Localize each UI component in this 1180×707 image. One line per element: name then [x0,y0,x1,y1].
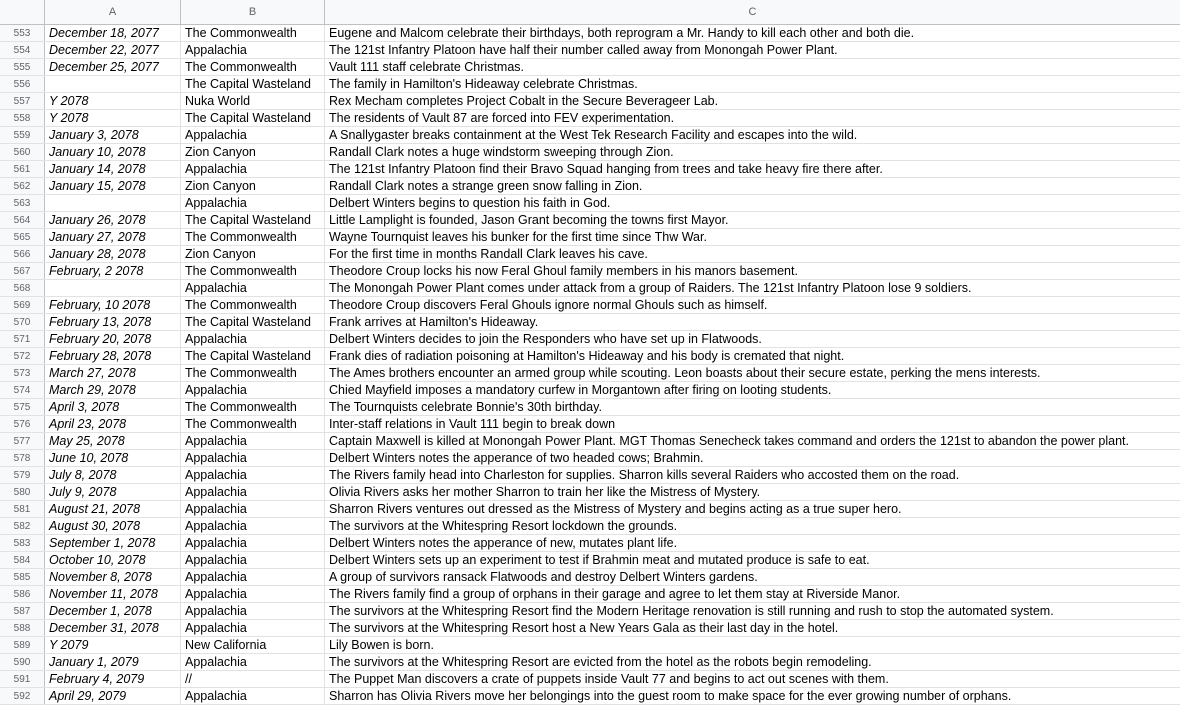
row-number[interactable]: 579 [0,467,45,483]
table-row [0,433,1180,450]
cell-location[interactable]: The Capital Wasteland [181,212,325,228]
cell-date[interactable]: January 1, 2079 [45,654,181,670]
row-number[interactable]: 583 [0,535,45,551]
cell-location[interactable]: Appalachia [181,501,325,517]
cell-location[interactable]: Appalachia [181,433,325,449]
row-number[interactable]: 590 [0,654,45,670]
select-all-corner[interactable] [0,0,45,24]
cell-event[interactable]: Theodore Croup discovers Feral Ghouls ignore normal Ghouls such as himself. [329,298,768,312]
cell-location[interactable]: The Commonwealth [181,59,325,75]
table-row [0,280,1180,297]
cell-location[interactable]: Appalachia [181,161,325,177]
cell-location[interactable]: // [181,671,325,687]
row-number[interactable]: 592 [0,688,45,704]
cell-date[interactable]: November 8, 2078 [45,569,181,585]
cell-event[interactable]: A group of survivors ransack Flatwoods and destroy Delbert Winters gardens. [329,570,758,584]
cell-location[interactable]: Appalachia [181,654,325,670]
cell-location[interactable]: Appalachia [181,195,325,211]
cell-date[interactable]: January 15, 2078 [45,178,181,194]
cell-location[interactable]: Appalachia [181,331,325,347]
cell-location[interactable]: Appalachia [181,586,325,602]
cell-location[interactable]: Appalachia [181,467,325,483]
cell-date[interactable]: August 21, 2078 [45,501,181,517]
cell-date[interactable]: April 3, 2078 [45,399,181,415]
cell-date[interactable]: December 31, 2078 [45,620,181,636]
row-number[interactable]: 562 [0,178,45,194]
row-number[interactable]: 557 [0,93,45,109]
cell-location[interactable]: Appalachia [181,535,325,551]
row-number[interactable]: 578 [0,450,45,466]
cell-date[interactable]: February, 10 2078 [45,297,181,313]
table-row [0,450,1180,467]
cell-location[interactable]: Appalachia [181,569,325,585]
cell-date[interactable]: December 1, 2078 [45,603,181,619]
cell-date[interactable]: January 27, 2078 [45,229,181,245]
cell-event[interactable]: Delbert Winters notes the apperance of new, mutates plant life. [329,536,678,550]
cell-event[interactable]: The Ames brothers encounter an armed group while scouting. Leon boasts about their secure estate, perking the mens interests. [329,366,1041,380]
table-row [0,331,1180,348]
row-number[interactable]: 586 [0,586,45,602]
table-row [0,688,1180,705]
cell-date[interactable]: June 10, 2078 [45,450,181,466]
column-header-bar [0,0,1180,25]
cell-date[interactable]: August 30, 2078 [45,518,181,534]
cell-event[interactable]: Sharron Rivers ventures out dressed as the Mistress of Mystery and begins acting as a true super hero. [329,502,902,516]
cell-location[interactable]: New California [181,637,325,653]
row-number[interactable]: 555 [0,59,45,75]
row-number[interactable]: 588 [0,620,45,636]
table-row [0,93,1180,110]
cell-location[interactable]: Nuka World [181,93,325,109]
cell-date[interactable]: February 4, 2079 [45,671,181,687]
row-number[interactable]: 558 [0,110,45,126]
cell-date[interactable] [45,195,181,211]
row-number[interactable]: 580 [0,484,45,500]
cell-event[interactable]: The Monongah Power Plant comes under attack from a group of Raiders. The 121st Infantry Platoon lose 9 soldiers. [329,281,972,295]
row-number[interactable]: 582 [0,518,45,534]
cell-location[interactable]: Appalachia [181,450,325,466]
cell-location[interactable]: Appalachia [181,688,325,704]
cell-date[interactable] [45,76,181,92]
grid-body [0,25,1180,705]
cell-date[interactable]: Y 2079 [45,637,181,653]
cell-event[interactable]: Frank arrives at Hamilton's Hideaway. [329,315,539,329]
cell-event[interactable]: The Puppet Man discovers a crate of puppets inside Vault 77 and begins to act out scenes with them. [329,672,889,686]
table-row [0,25,1180,42]
row-number[interactable]: 572 [0,348,45,364]
row-number[interactable]: 573 [0,365,45,381]
cell-event[interactable]: The survivors at the Whitespring Resort are evicted from the hotel as the robots begin remodeling. [329,655,872,669]
column-header-b[interactable]: B [181,0,325,24]
row-number[interactable]: 568 [0,280,45,296]
cell-event[interactable]: The survivors at the Whitespring Resort host a New Years Gala as their last day in the hotel. [329,621,839,635]
table-row [0,348,1180,365]
row-number[interactable]: 566 [0,246,45,262]
cell-event[interactable]: The Rivers family find a group of orphans in their garage and agree to let them stay at Riverside Manor. [329,587,901,601]
cell-date[interactable]: January 14, 2078 [45,161,181,177]
table-row [0,127,1180,144]
table-row [0,365,1180,382]
row-number[interactable]: 553 [0,25,45,41]
cell-date[interactable]: February 28, 2078 [45,348,181,364]
cell-event[interactable]: The survivors at the Whitespring Resort find the Modern Heritage renovation is still running and rush to stop the automated system. [329,604,1054,618]
row-number[interactable]: 560 [0,144,45,160]
table-row [0,654,1180,671]
cell-event[interactable]: Wayne Tournquist leaves his bunker for the first time since Thw War. [329,230,707,244]
row-number[interactable]: 561 [0,161,45,177]
row-number[interactable]: 591 [0,671,45,687]
row-number[interactable]: 574 [0,382,45,398]
table-row [0,467,1180,484]
cell-event[interactable]: Eugene and Malcom celebrate their birthdays, both reprogram a Mr. Handy to kill each other and both die. [329,26,915,40]
cell-location[interactable]: Appalachia [181,42,325,58]
row-number[interactable]: 584 [0,552,45,568]
cell-event[interactable]: Frank dies of radiation poisoning at Hamilton's Hideaway and his body is cremated that night. [329,349,845,363]
row-number[interactable]: 567 [0,263,45,279]
cell-event[interactable]: Delbert Winters sets up an experiment to test if Brahmin meat and mutated produce is safe to eat. [329,553,870,567]
cell-event[interactable]: Olivia Rivers asks her mother Sharron to train her like the Mistress of Mystery. [329,485,761,499]
table-row [0,195,1180,212]
cell-event[interactable]: Lily Bowen is born. [329,638,434,652]
cell-event[interactable]: Theodore Croup locks his now Feral Ghoul family members in his manors basement. [329,264,798,278]
cell-location[interactable]: The Commonwealth [181,229,325,245]
row-number[interactable]: 556 [0,76,45,92]
table-row [0,399,1180,416]
cell-date[interactable]: February 13, 2078 [45,314,181,330]
cell-event[interactable]: Delbert Winters notes the apperance of two headed cows; Brahmin. [329,451,704,465]
table-row [0,110,1180,127]
cell-date[interactable]: February 20, 2078 [45,331,181,347]
row-number[interactable]: 569 [0,297,45,313]
cell-location[interactable]: Zion Canyon [181,246,325,262]
cell-date[interactable] [45,280,181,296]
cell-location[interactable]: The Commonwealth [181,365,325,381]
table-row [0,382,1180,399]
cell-event[interactable]: Rex Mecham completes Project Cobalt in the Secure Beverageer Lab. [329,94,719,108]
cell-location[interactable]: The Capital Wasteland [181,314,325,330]
cell-event[interactable]: The family in Hamilton's Hideaway celebrate Christmas. [329,77,638,91]
cell-date[interactable]: Y 2078 [45,110,181,126]
row-number[interactable]: 581 [0,501,45,517]
cell-location[interactable]: Zion Canyon [181,178,325,194]
cell-location[interactable]: Zion Canyon [181,144,325,160]
cell-event[interactable]: The 121st Infantry Platoon have half their number called away from Monongah Power Plant. [329,43,838,57]
table-row [0,518,1180,535]
table-row [0,314,1180,331]
cell-date[interactable]: April 29, 2079 [45,688,181,704]
cell-date[interactable]: Y 2078 [45,93,181,109]
cell-event[interactable]: Randall Clark notes a strange green snow falling in Zion. [329,179,643,193]
cell-event[interactable]: The survivors at the Whitespring Resort lockdown the grounds. [329,519,678,533]
cell-event[interactable]: For the first time in months Randall Clark leaves his cave. [329,247,648,261]
cell-location[interactable]: Appalachia [181,382,325,398]
table-row [0,671,1180,688]
column-header-c[interactable]: C [748,6,757,18]
table-row [0,552,1180,569]
cell-date[interactable]: March 27, 2078 [45,365,181,381]
cell-location[interactable]: Appalachia [181,620,325,636]
cell-location[interactable]: Appalachia [181,127,325,143]
table-row [0,212,1180,229]
table-row [0,246,1180,263]
cell-event[interactable]: The Tournquists celebrate Bonnie's 30th birthday. [329,400,602,414]
table-row [0,603,1180,620]
table-row [0,586,1180,603]
cell-date[interactable]: January 3, 2078 [45,127,181,143]
row-number[interactable]: 576 [0,416,45,432]
table-row [0,620,1180,637]
table-row [0,59,1180,76]
row-number[interactable]: 571 [0,331,45,347]
cell-event[interactable]: Inter-staff relations in Vault 111 begin to break down [329,417,616,431]
cell-event[interactable]: Chied Mayfield imposes a mandatory curfew in Morgantown after firing on looting students. [329,383,832,397]
cell-date[interactable]: May 25, 2078 [45,433,181,449]
cell-location[interactable]: The Commonwealth [181,263,325,279]
cell-date[interactable]: March 29, 2078 [45,382,181,398]
table-row [0,569,1180,586]
table-row [0,263,1180,280]
cell-event[interactable]: Captain Maxwell is killed at Monongah Power Plant. MGT Thomas Senecheck takes command and orders the 121st to abandon the power plant. [329,434,1129,448]
row-number[interactable]: 587 [0,603,45,619]
cell-date[interactable]: September 1, 2078 [45,535,181,551]
cell-event[interactable]: Randall Clark notes a huge windstorm sweeping through Zion. [329,145,674,159]
table-row [0,144,1180,161]
cell-location[interactable]: The Capital Wasteland [181,110,325,126]
table-row [0,76,1180,93]
cell-location[interactable]: Appalachia [181,484,325,500]
table-row [0,297,1180,314]
row-number[interactable]: 577 [0,433,45,449]
cell-event[interactable]: Vault 111 staff celebrate Christmas. [329,60,525,74]
cell-event[interactable]: Little Lamplight is founded, Jason Grant becoming the towns first Mayor. [329,213,729,227]
table-row [0,501,1180,518]
cell-date[interactable]: January 28, 2078 [45,246,181,262]
cell-event[interactable]: Sharron has Olivia Rivers move her belongings into the guest room to make space for the ever growing number of orphans. [329,689,1012,703]
cell-date[interactable]: November 11, 2078 [45,586,181,602]
row-number[interactable]: 570 [0,314,45,330]
row-number[interactable]: 563 [0,195,45,211]
row-number[interactable]: 559 [0,127,45,143]
cell-event[interactable]: The 121st Infantry Platoon find their Bravo Squad hanging from trees and take heavy fire there after. [329,162,883,176]
cell-date[interactable]: December 18, 2077 [45,25,181,41]
table-row [0,178,1180,195]
table-row [0,416,1180,433]
table-row [0,484,1180,501]
row-number[interactable]: 564 [0,212,45,228]
cell-date[interactable]: January 26, 2078 [45,212,181,228]
cell-date[interactable]: December 25, 2077 [45,59,181,75]
cell-date[interactable]: April 23, 2078 [45,416,181,432]
cell-location[interactable]: The Capital Wasteland [181,76,325,92]
cell-location[interactable]: The Commonwealth [181,25,325,41]
table-row [0,229,1180,246]
table-row [0,42,1180,59]
cell-date[interactable]: January 10, 2078 [45,144,181,160]
row-number[interactable]: 565 [0,229,45,245]
table-row [0,535,1180,552]
cell-location[interactable]: The Capital Wasteland [181,348,325,364]
cell-date[interactable]: July 8, 2078 [45,467,181,483]
cell-location[interactable]: The Commonwealth [181,399,325,415]
cell-date[interactable]: October 10, 2078 [45,552,181,568]
column-header-a[interactable]: A [45,0,181,24]
cell-event[interactable]: The Rivers family head into Charleston for supplies. Sharron kills several Raiders who accosted them on the road. [329,468,960,482]
row-number[interactable]: 554 [0,42,45,58]
row-number[interactable]: 589 [0,637,45,653]
row-number[interactable]: 575 [0,399,45,415]
cell-location[interactable]: Appalachia [181,603,325,619]
cell-event[interactable]: Delbert Winters decides to join the Responders who have set up in Flatwoods. [329,332,762,346]
cell-location[interactable]: Appalachia [181,552,325,568]
cell-date[interactable]: July 9, 2078 [45,484,181,500]
cell-event[interactable]: A Snallygaster breaks containment at the West Tek Research Facility and escapes into the wild. [329,128,858,142]
cell-date[interactable]: February, 2 2078 [45,263,181,279]
cell-event[interactable]: The residents of Vault 87 are forced into FEV experimentation. [329,111,675,125]
row-number[interactable]: 585 [0,569,45,585]
cell-location[interactable]: Appalachia [181,518,325,534]
cell-location[interactable]: Appalachia [181,280,325,296]
table-row [0,161,1180,178]
cell-date[interactable]: December 22, 2077 [45,42,181,58]
cell-location[interactable]: The Commonwealth [181,297,325,313]
cell-location[interactable]: The Commonwealth [181,416,325,432]
table-row [0,637,1180,654]
cell-event[interactable]: Delbert Winters begins to question his faith in God. [329,196,611,210]
